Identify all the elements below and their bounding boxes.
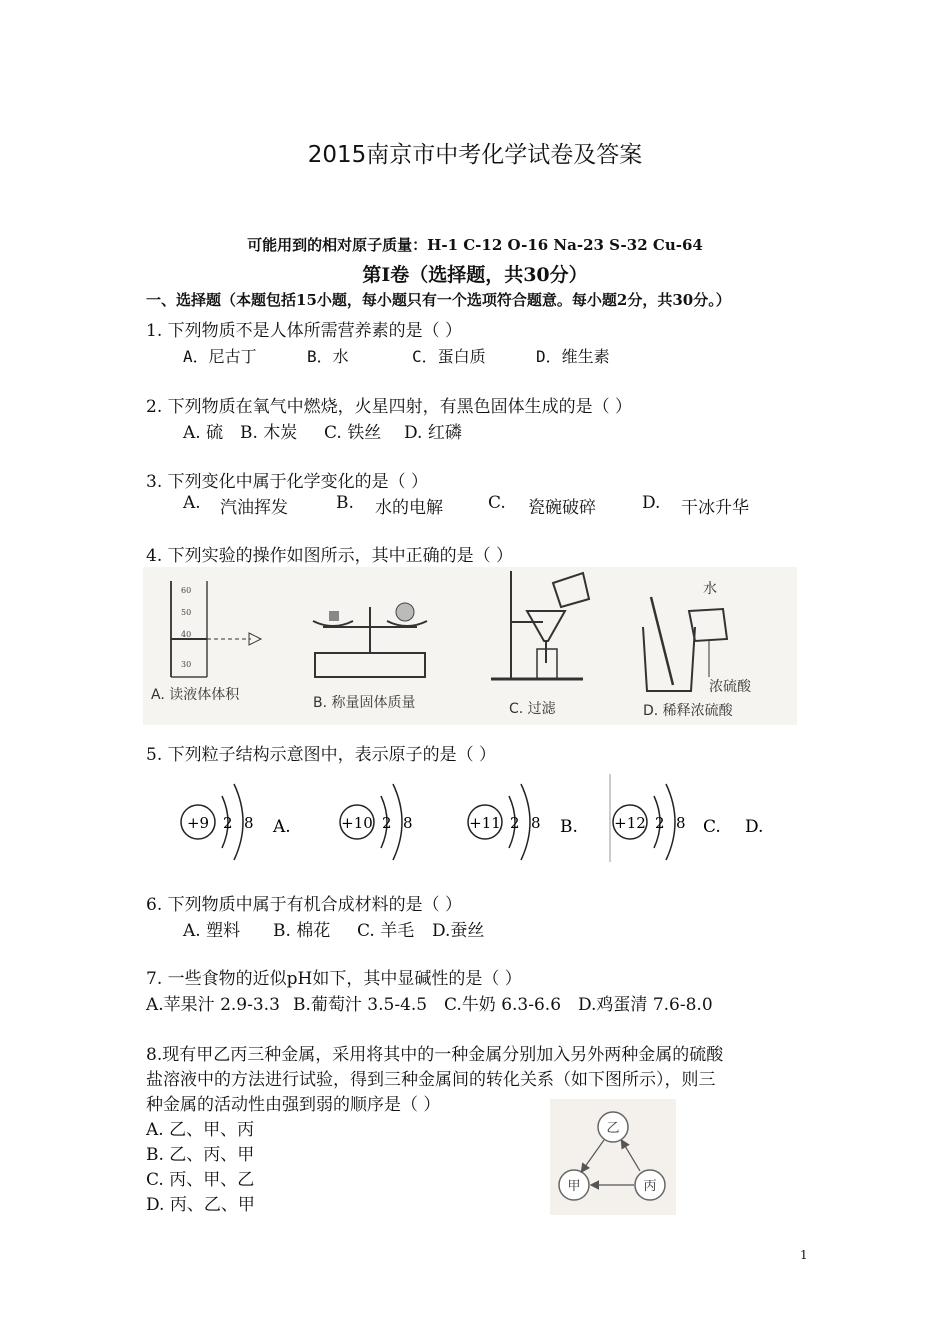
q5-letter-b: B. bbox=[560, 817, 578, 837]
q4-label-water: 水 bbox=[703, 581, 717, 597]
q4-caption-d: D. 稀释浓硫酸 bbox=[643, 703, 733, 719]
page-title: 2015南京市中考化学试卷及答案 bbox=[307, 142, 643, 168]
q6-option-a: A. 塑料 bbox=[183, 921, 241, 941]
page-number: 1 bbox=[800, 1248, 808, 1262]
atom-diagram bbox=[468, 784, 541, 860]
q4-label-acid: 浓硫酸 bbox=[709, 679, 751, 695]
q2-option-a: A. 硫 bbox=[183, 423, 224, 443]
q7-option-c: C.牛奶 6.3-6.6 bbox=[444, 995, 562, 1015]
atom-diagram bbox=[181, 784, 254, 860]
tick-label: 40 bbox=[181, 630, 192, 639]
q7-stem: 7. 一些食物的近似pH如下，其中显碱性的是（ ） bbox=[146, 969, 522, 989]
q6-stem: 6. 下列物质中属于有机合成材料的是（ ） bbox=[146, 895, 463, 915]
shell-count: 8 bbox=[531, 814, 541, 832]
q1-option-b: B．水 bbox=[307, 347, 349, 366]
q5-figure bbox=[170, 770, 770, 866]
q2-stem: 2. 下列物质在氧气中燃烧，火星四射，有黑色固体生成的是（ ） bbox=[146, 397, 633, 417]
node-label: 丙 bbox=[643, 1179, 657, 1194]
q5-letter-a: A. bbox=[273, 817, 291, 837]
q3-option-c: 瓷碗破碎 bbox=[528, 498, 596, 518]
q8-figure bbox=[550, 1099, 676, 1215]
q1-option-d: D．维生素 bbox=[536, 347, 610, 366]
q3-stem: 3. 下列变化中属于化学变化的是（ ） bbox=[146, 472, 429, 492]
q2-option-b: B. 木炭 bbox=[240, 423, 298, 443]
q6-option-d: D.蚕丝 bbox=[432, 921, 485, 941]
q6-option-b: B. 棉花 bbox=[273, 921, 331, 941]
atom-diagram bbox=[613, 784, 686, 860]
q4-figure bbox=[143, 567, 797, 725]
q5-letter-d: D. bbox=[745, 817, 764, 837]
shell-count: 2 bbox=[510, 814, 520, 832]
shell-count: 8 bbox=[403, 814, 413, 832]
node-label: 乙 bbox=[606, 1121, 620, 1136]
q3-option-d-letter: D. bbox=[642, 493, 661, 513]
shell-count: 8 bbox=[676, 814, 686, 832]
atomic-masses: 可能用到的相对原子质量：H-1 C-12 O-16 Na-23 S-32 Cu-64 bbox=[247, 236, 703, 254]
q7-option-d: D.鸡蛋清 7.6-8.0 bbox=[578, 995, 713, 1015]
tick-label: 60 bbox=[181, 586, 192, 595]
nucleus-label: +9 bbox=[186, 814, 210, 832]
q8-option-b: B. 乙、丙、甲 bbox=[146, 1145, 255, 1165]
tick-label: 50 bbox=[181, 608, 192, 617]
q1-option-a: A．尼古丁 bbox=[183, 347, 257, 366]
node-label: 甲 bbox=[567, 1179, 581, 1194]
q4-stem: 4. 下列实验的操作如图所示，其中正确的是（ ） bbox=[146, 546, 514, 566]
nucleus-label: +10 bbox=[341, 814, 373, 832]
shell-count: 2 bbox=[223, 814, 233, 832]
nucleus-label: +12 bbox=[614, 814, 646, 832]
q2-option-d: D. 红磷 bbox=[404, 423, 462, 443]
tick-label: 30 bbox=[181, 660, 192, 669]
q7-option-b: B.葡萄汁 3.5-4.5 bbox=[293, 995, 428, 1015]
q3-option-a: 汽油挥发 bbox=[220, 498, 288, 518]
q8-option-a: A. 乙、甲、丙 bbox=[146, 1120, 255, 1140]
q8-line-1: 8.现有甲乙丙三种金属，采用将其中的一种金属分别加入另外两种金属的硫酸 bbox=[146, 1045, 724, 1065]
q8-line-2: 盐溶液中的方法进行试验，得到三种金属间的转化关系（如下图所示），则三 bbox=[146, 1070, 716, 1090]
shell-count: 2 bbox=[382, 814, 392, 832]
q7-option-a: A.苹果汁 2.9-3.3 bbox=[146, 995, 280, 1015]
q5-letter-c: C. bbox=[703, 817, 721, 837]
q2-option-c: C. 铁丝 bbox=[324, 423, 382, 443]
q5-stem: 5. 下列粒子结构示意图中，表示原子的是（ ） bbox=[146, 745, 497, 765]
q8-option-d: D. 丙、乙、甲 bbox=[146, 1195, 255, 1215]
q1-stem: 1. 下列物质不是人体所需营养素的是（ ） bbox=[146, 321, 463, 341]
q3-option-c-letter: C. bbox=[488, 493, 506, 513]
q6-option-c: C. 羊毛 bbox=[357, 921, 415, 941]
part-title: 第Ⅰ卷（选择题，共30分） bbox=[362, 264, 588, 286]
q1-option-c: C．蛋白质 bbox=[412, 347, 486, 366]
shell-count: 8 bbox=[244, 814, 254, 832]
q3-option-b: 水的电解 bbox=[375, 498, 443, 518]
q8-option-c: C. 丙、甲、乙 bbox=[146, 1170, 255, 1190]
shell-count: 2 bbox=[655, 814, 665, 832]
section-title: 一、选择题（本题包括15小题，每小题只有一个选项符合题意。每小题2分，共30分。） bbox=[146, 291, 731, 309]
q4-caption-b: B. 称量固体质量 bbox=[313, 695, 416, 711]
q4-caption-c: C. 过滤 bbox=[509, 701, 556, 717]
q4-caption-a: A. 读液体体积 bbox=[151, 687, 240, 703]
atom-diagram bbox=[340, 784, 413, 860]
q3-option-a-letter: A. bbox=[183, 493, 201, 513]
q3-option-b-letter: B. bbox=[336, 493, 354, 513]
nucleus-label: +11 bbox=[469, 814, 501, 832]
q3-option-d: 干冰升华 bbox=[681, 498, 749, 518]
q8-line-3: 种金属的活动性由强到弱的顺序是（ ） bbox=[146, 1095, 441, 1115]
